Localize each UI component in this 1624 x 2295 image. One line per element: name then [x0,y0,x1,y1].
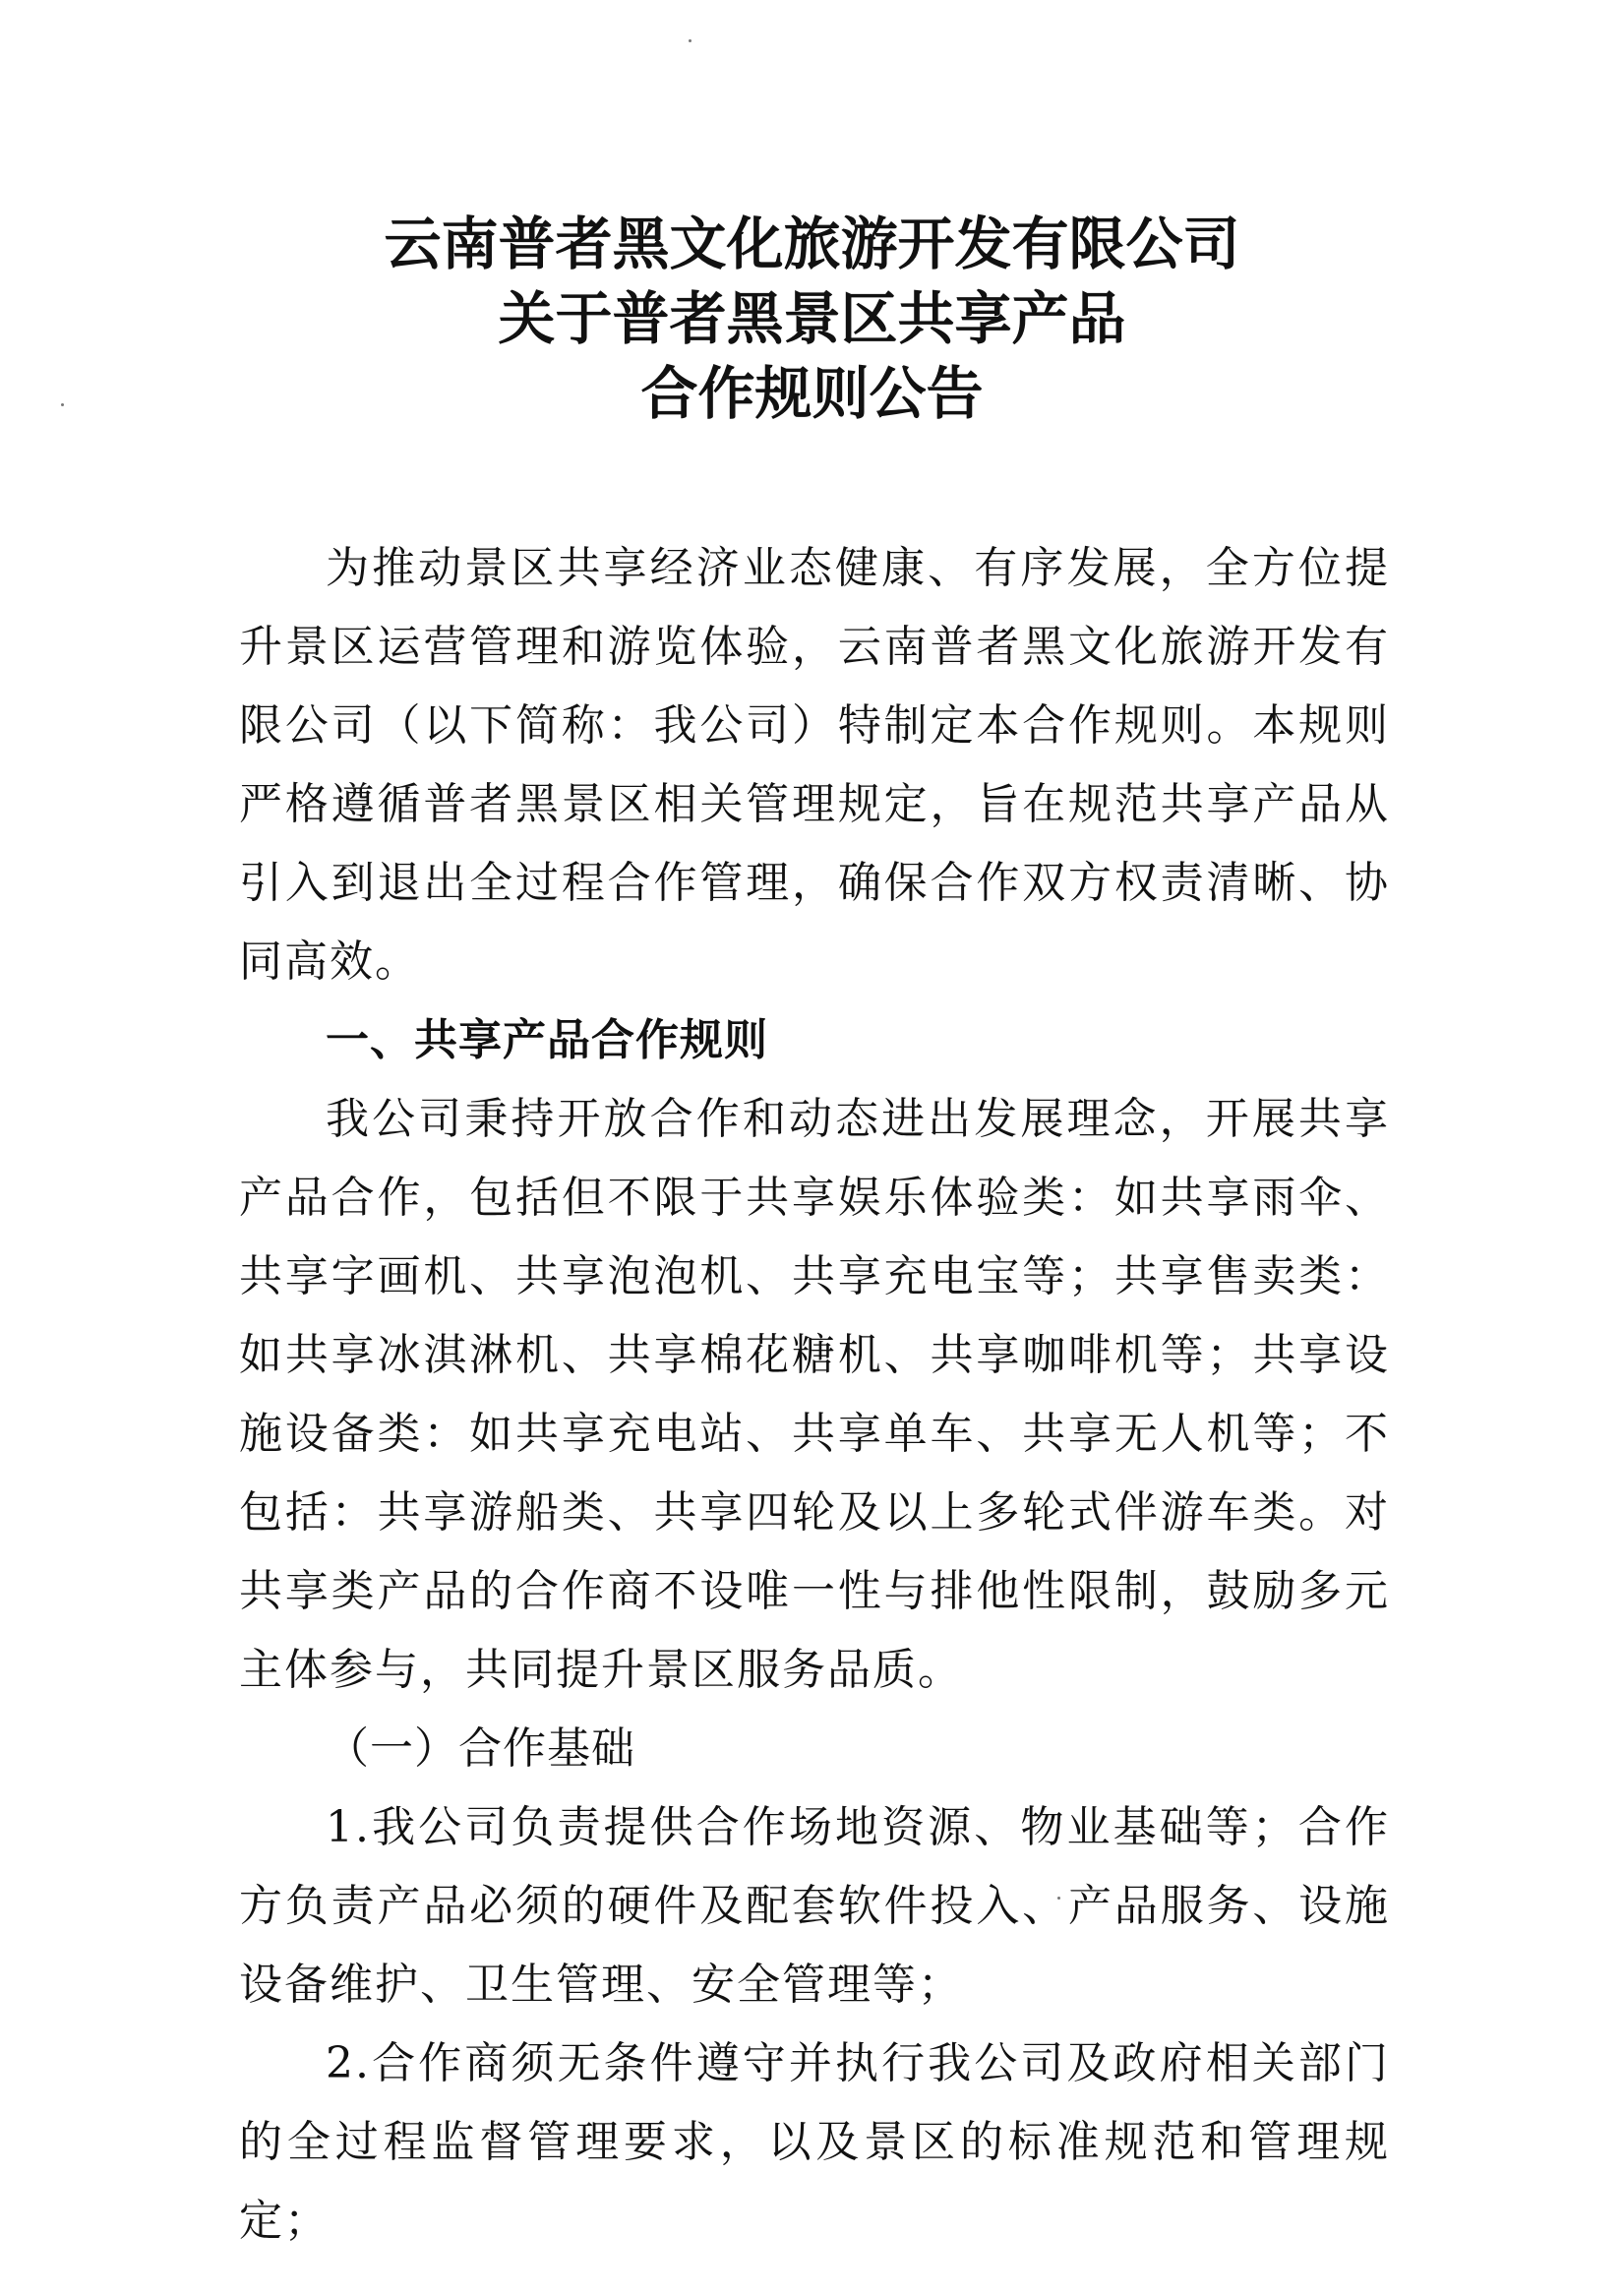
subsection-1-heading: （一）合作基础 [326,1723,635,1774]
intro-paragraph: 为推动景区共享经济业态健康、有序发展，全方位提升景区运营管理和游览体验，云南普者黑文化旅游开发有限公司（以下简称：我公司）特制定本合作规则。本规则严格遵循普者黑景区相关管理规定，旨在规范共享产品从引入到退出全过程合作管理，确保合作双方权责清晰、协同高效。 [239,543,1390,987]
document-body [239,529,1390,2261]
title-line-2: 关于普者黑景区共享产品 [498,285,1126,352]
title-line-3: 合作规则公告 [640,360,984,427]
scan-speck [689,39,692,42]
subsection-1-item-1: 1.我公司负责提供合作场地资源、物业基础等；合作方负责产品必须的硬件及配套软件投入、产品服务、设施设备维护、卫生管理、安全管理等； [239,1802,1390,2010]
section-1-paragraph: 我公司秉持开放合作和动态进出发展理念，开展共享产品合作，包括但不限于共享娱乐体验类：如共享雨伞、共享字画机、共享泡泡机、共享充电宝等；共享售卖类：如共享冰淇淋机、共享棉花糖机、共享咖啡机等；共享设施设备类：如共享充电站、共享单车、共享无人机等；不包括：共享游船类、共享四轮及以上多轮式伴游车类。对共享类产品的合作商不设唯一性与排他性限制，鼓励多元主体参与，共同提升景区服务品质。 [239,1094,1390,1695]
title-line-1: 云南普者黑文化旅游开发有限公司 [384,211,1240,277]
subsection-1-item-2: 2.合作商须无条件遵守并执行我公司及政府相关部门的全过程监督管理要求，以及景区的标准规范和管理规定； [239,2038,1390,2246]
document-title [0,207,1624,431]
section-1-heading: 一、共享产品合作规则 [326,1015,768,1065]
